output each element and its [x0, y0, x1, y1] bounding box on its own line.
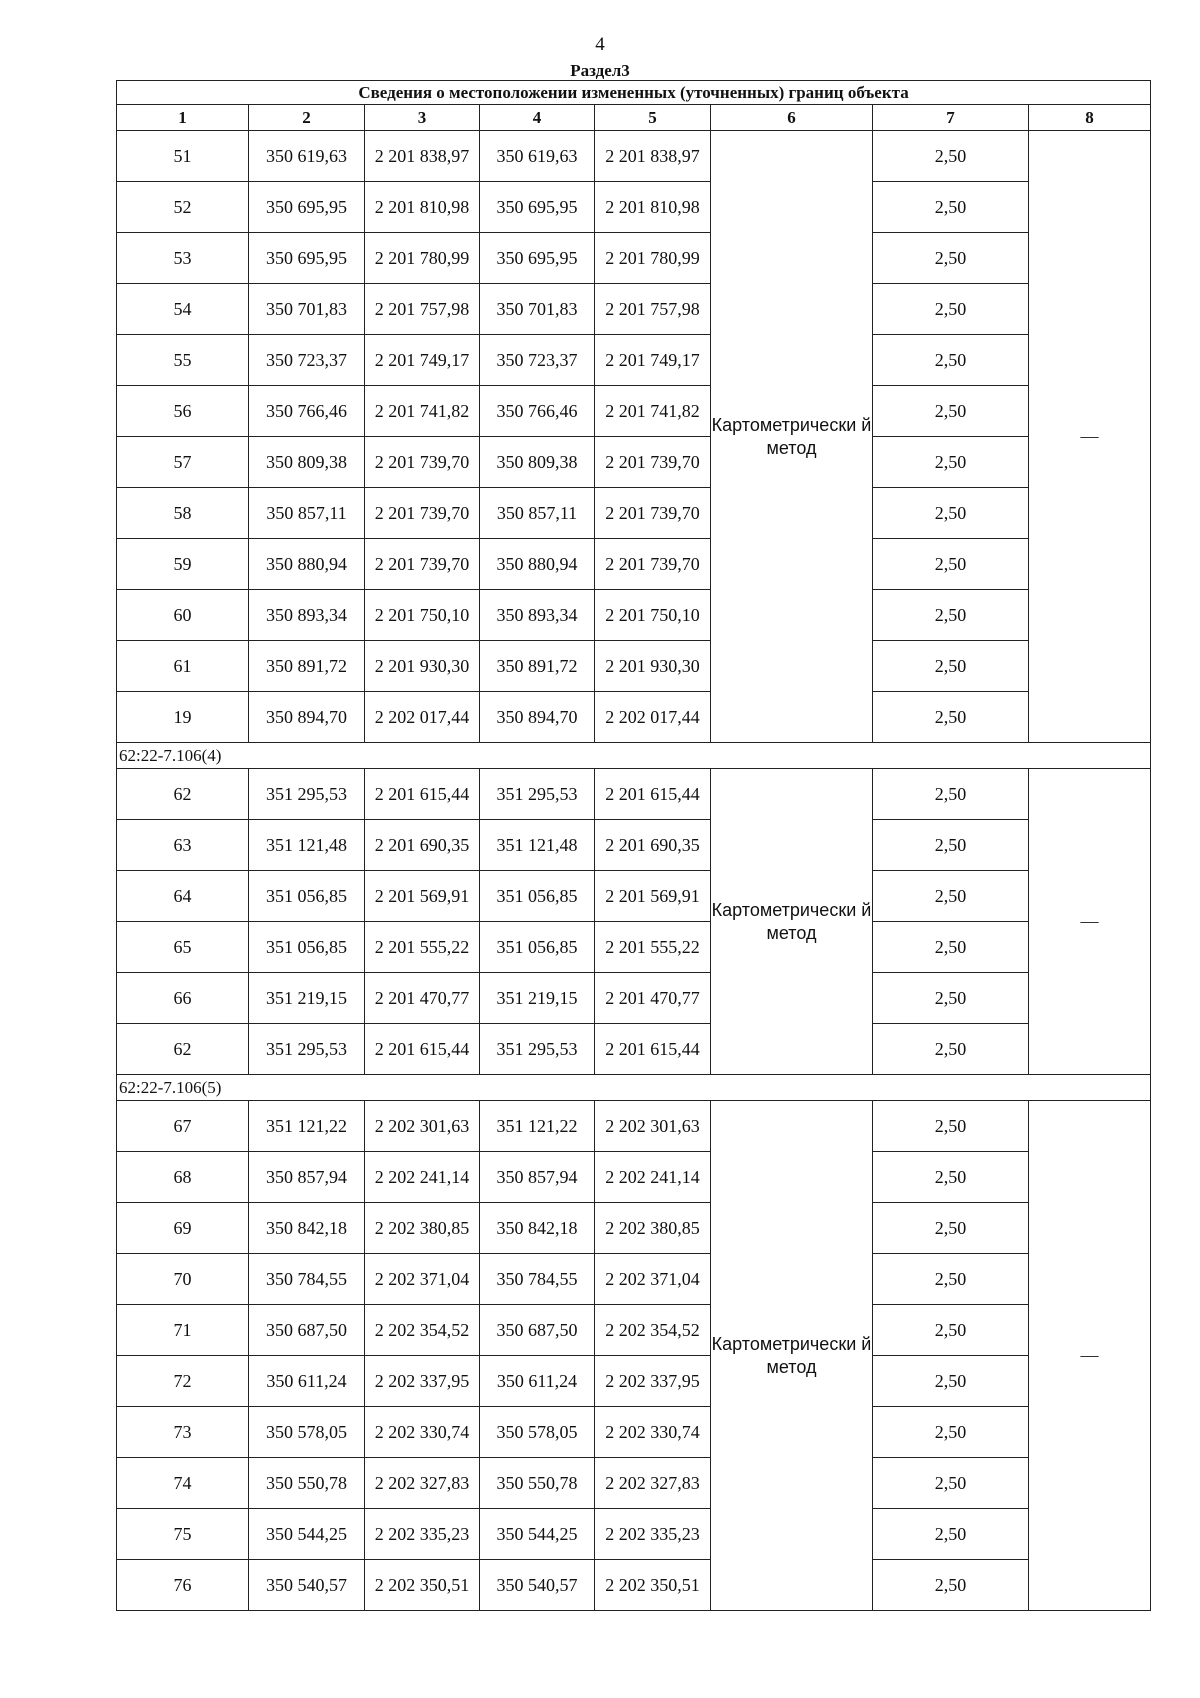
column-number: 3: [365, 105, 480, 131]
coord-y-new: 2 201 810,98: [595, 182, 711, 233]
coord-x-new: 350 550,78: [480, 1458, 595, 1509]
table-row: [117, 1101, 1151, 1152]
point-number: 59: [117, 539, 249, 590]
coord-x-new: 351 121,48: [480, 820, 595, 871]
coord-x-existing: 350 842,18: [249, 1203, 365, 1254]
coord-x-existing: 350 880,94: [249, 539, 365, 590]
accuracy-value: 2,50: [873, 1203, 1029, 1254]
coord-y-existing: 2 201 690,35: [365, 820, 480, 871]
coord-x-existing: 350 695,95: [249, 182, 365, 233]
coord-y-new: 2 202 337,95: [595, 1356, 711, 1407]
coord-y-existing: 2 201 749,17: [365, 335, 480, 386]
table-row: [117, 182, 1151, 233]
coord-y-new: 2 201 615,44: [595, 1024, 711, 1075]
coord-y-existing: 2 201 739,70: [365, 539, 480, 590]
coord-x-new: 350 766,46: [480, 386, 595, 437]
coord-x-existing: 350 809,38: [249, 437, 365, 488]
table-row: [117, 1024, 1151, 1075]
coord-y-new: 2 201 741,82: [595, 386, 711, 437]
table-row: [117, 590, 1151, 641]
accuracy-value: 2,50: [873, 1509, 1029, 1560]
point-number: 63: [117, 820, 249, 871]
coord-x-existing: 350 893,34: [249, 590, 365, 641]
column-number: 6: [711, 105, 873, 131]
coord-y-existing: 2 201 739,70: [365, 437, 480, 488]
accuracy-value: 2,50: [873, 1305, 1029, 1356]
coord-x-new: 350 809,38: [480, 437, 595, 488]
coord-x-existing: 351 219,15: [249, 973, 365, 1024]
table-row: [117, 641, 1151, 692]
coord-x-existing: 351 295,53: [249, 1024, 365, 1075]
accuracy-value: 2,50: [873, 973, 1029, 1024]
accuracy-value: 2,50: [873, 131, 1029, 182]
accuracy-value: 2,50: [873, 386, 1029, 437]
coord-y-new: 2 201 757,98: [595, 284, 711, 335]
point-number: 73: [117, 1407, 249, 1458]
coord-y-new: 2 201 750,10: [595, 590, 711, 641]
coord-x-existing: 350 891,72: [249, 641, 365, 692]
coord-y-new: 2 201 838,97: [595, 131, 711, 182]
column-number-row: [117, 105, 1151, 131]
point-number: 74: [117, 1458, 249, 1509]
dash-cell: —: [1029, 1101, 1151, 1611]
table-row: [117, 335, 1151, 386]
column-number: 2: [249, 105, 365, 131]
dash-cell: —: [1029, 131, 1151, 743]
coord-y-existing: 2 202 380,85: [365, 1203, 480, 1254]
coord-y-existing: 2 202 330,74: [365, 1407, 480, 1458]
accuracy-value: 2,50: [873, 922, 1029, 973]
point-number: 62: [117, 1024, 249, 1075]
accuracy-value: 2,50: [873, 1152, 1029, 1203]
table-row: [117, 1458, 1151, 1509]
coord-y-new: 2 201 615,44: [595, 769, 711, 820]
coord-y-new: 2 202 335,23: [595, 1509, 711, 1560]
accuracy-value: 2,50: [873, 1560, 1029, 1611]
coord-x-new: 350 784,55: [480, 1254, 595, 1305]
point-number: 66: [117, 973, 249, 1024]
coord-y-new: 2 202 017,44: [595, 692, 711, 743]
coord-x-existing: 350 701,83: [249, 284, 365, 335]
coord-y-existing: 2 201 741,82: [365, 386, 480, 437]
point-number: 67: [117, 1101, 249, 1152]
coord-y-existing: 2 201 757,98: [365, 284, 480, 335]
coord-x-existing: 350 766,46: [249, 386, 365, 437]
coord-y-new: 2 201 569,91: [595, 871, 711, 922]
coord-x-existing: 350 611,24: [249, 1356, 365, 1407]
coord-y-new: 2 202 301,63: [595, 1101, 711, 1152]
table-row: [117, 973, 1151, 1024]
accuracy-value: 2,50: [873, 769, 1029, 820]
coord-x-new: 350 857,11: [480, 488, 595, 539]
coord-x-new: 351 295,53: [480, 1024, 595, 1075]
point-number: 60: [117, 590, 249, 641]
column-number: 1: [117, 105, 249, 131]
point-number: 56: [117, 386, 249, 437]
coord-x-new: 351 056,85: [480, 871, 595, 922]
coord-x-existing: 350 578,05: [249, 1407, 365, 1458]
column-number: 4: [480, 105, 595, 131]
coord-x-existing: 351 056,85: [249, 922, 365, 973]
coord-y-existing: 2 201 750,10: [365, 590, 480, 641]
coord-y-new: 2 202 241,14: [595, 1152, 711, 1203]
coord-x-new: 350 880,94: [480, 539, 595, 590]
point-number: 71: [117, 1305, 249, 1356]
accuracy-value: 2,50: [873, 1101, 1029, 1152]
coord-y-existing: 2 201 930,30: [365, 641, 480, 692]
column-number: 8: [1029, 105, 1151, 131]
method-cell: Картометрически й метод: [711, 131, 873, 743]
page-number: 4: [595, 34, 605, 55]
table-title-row: [117, 81, 1151, 105]
coord-y-existing: 2 201 810,98: [365, 182, 480, 233]
table-title: Сведения о местоположении измененных (уточненных) границ объекта: [117, 81, 1151, 105]
point-number: 76: [117, 1560, 249, 1611]
accuracy-value: 2,50: [873, 488, 1029, 539]
accuracy-value: 2,50: [873, 1254, 1029, 1305]
coordinates-table: [116, 80, 1151, 1611]
coord-y-existing: 2 202 241,14: [365, 1152, 480, 1203]
group-label: 62:22-7.106(5): [117, 1075, 1151, 1101]
table-row: [117, 386, 1151, 437]
accuracy-value: 2,50: [873, 182, 1029, 233]
coord-x-existing: 350 544,25: [249, 1509, 365, 1560]
coord-x-new: 350 842,18: [480, 1203, 595, 1254]
coord-x-new: 350 857,94: [480, 1152, 595, 1203]
point-number: 68: [117, 1152, 249, 1203]
table-row: [117, 1356, 1151, 1407]
coord-y-new: 2 201 690,35: [595, 820, 711, 871]
coord-y-new: 2 201 739,70: [595, 539, 711, 590]
coord-x-existing: 350 540,57: [249, 1560, 365, 1611]
coord-x-existing: 350 784,55: [249, 1254, 365, 1305]
table-row: [117, 233, 1151, 284]
coord-y-existing: 2 201 739,70: [365, 488, 480, 539]
coord-x-new: 351 219,15: [480, 973, 595, 1024]
accuracy-value: 2,50: [873, 1024, 1029, 1075]
coord-y-existing: 2 201 780,99: [365, 233, 480, 284]
point-number: 61: [117, 641, 249, 692]
coord-x-existing: 350 894,70: [249, 692, 365, 743]
coord-x-existing: 350 695,95: [249, 233, 365, 284]
coord-y-new: 2 201 555,22: [595, 922, 711, 973]
coord-x-new: 350 695,95: [480, 182, 595, 233]
point-number: 52: [117, 182, 249, 233]
coord-y-existing: 2 202 017,44: [365, 692, 480, 743]
table-row: [117, 1305, 1151, 1356]
coord-y-new: 2 202 327,83: [595, 1458, 711, 1509]
accuracy-value: 2,50: [873, 1458, 1029, 1509]
table-row: [117, 284, 1151, 335]
coord-x-new: 350 893,34: [480, 590, 595, 641]
point-number: 51: [117, 131, 249, 182]
coord-y-existing: 2 202 327,83: [365, 1458, 480, 1509]
coord-x-existing: 351 121,48: [249, 820, 365, 871]
accuracy-value: 2,50: [873, 335, 1029, 386]
coord-y-new: 2 201 780,99: [595, 233, 711, 284]
coord-y-new: 2 201 930,30: [595, 641, 711, 692]
coord-y-existing: 2 202 335,23: [365, 1509, 480, 1560]
coord-x-new: 350 540,57: [480, 1560, 595, 1611]
table-row: [117, 820, 1151, 871]
coord-x-existing: 351 295,53: [249, 769, 365, 820]
coord-y-existing: 2 202 301,63: [365, 1101, 480, 1152]
point-number: 75: [117, 1509, 249, 1560]
table-row: [117, 1509, 1151, 1560]
coord-y-existing: 2 202 354,52: [365, 1305, 480, 1356]
coord-x-new: 350 611,24: [480, 1356, 595, 1407]
coord-y-new: 2 202 350,51: [595, 1560, 711, 1611]
coord-y-new: 2 201 470,77: [595, 973, 711, 1024]
coord-x-new: 350 619,63: [480, 131, 595, 182]
accuracy-value: 2,50: [873, 1356, 1029, 1407]
group-header-row: [117, 743, 1151, 769]
accuracy-value: 2,50: [873, 820, 1029, 871]
coord-x-new: 350 687,50: [480, 1305, 595, 1356]
coord-x-new: 351 295,53: [480, 769, 595, 820]
accuracy-value: 2,50: [873, 692, 1029, 743]
coord-y-new: 2 202 330,74: [595, 1407, 711, 1458]
column-number: 5: [595, 105, 711, 131]
coord-x-existing: 350 723,37: [249, 335, 365, 386]
accuracy-value: 2,50: [873, 284, 1029, 335]
coord-y-existing: 2 201 615,44: [365, 769, 480, 820]
point-number: 53: [117, 233, 249, 284]
table-row: [117, 1152, 1151, 1203]
coord-x-existing: 350 857,94: [249, 1152, 365, 1203]
accuracy-value: 2,50: [873, 539, 1029, 590]
accuracy-value: 2,50: [873, 641, 1029, 692]
coord-x-new: 350 578,05: [480, 1407, 595, 1458]
coord-x-new: 351 121,22: [480, 1101, 595, 1152]
point-number: 70: [117, 1254, 249, 1305]
group-header-row: [117, 1075, 1151, 1101]
coord-x-existing: 351 121,22: [249, 1101, 365, 1152]
group-label: 62:22-7.106(4): [117, 743, 1151, 769]
coord-y-existing: 2 201 615,44: [365, 1024, 480, 1075]
column-number: 7: [873, 105, 1029, 131]
coord-x-new: 350 695,95: [480, 233, 595, 284]
point-number: 58: [117, 488, 249, 539]
coord-x-existing: 350 857,11: [249, 488, 365, 539]
table-row: [117, 488, 1151, 539]
coord-y-existing: 2 202 337,95: [365, 1356, 480, 1407]
coord-y-new: 2 201 749,17: [595, 335, 711, 386]
coord-y-new: 2 201 739,70: [595, 488, 711, 539]
coord-x-new: 351 056,85: [480, 922, 595, 973]
dash-cell: —: [1029, 769, 1151, 1075]
coord-x-new: 350 544,25: [480, 1509, 595, 1560]
table-row: [117, 1203, 1151, 1254]
table-row: [117, 1560, 1151, 1611]
table-row: [117, 539, 1151, 590]
coord-x-existing: 351 056,85: [249, 871, 365, 922]
method-cell: Картометрически й метод: [711, 769, 873, 1075]
point-number: 69: [117, 1203, 249, 1254]
coord-x-existing: 350 619,63: [249, 131, 365, 182]
table-row: [117, 692, 1151, 743]
point-number: 62: [117, 769, 249, 820]
coord-y-existing: 2 201 555,22: [365, 922, 480, 973]
point-number: 57: [117, 437, 249, 488]
coord-x-new: 350 894,70: [480, 692, 595, 743]
coord-y-existing: 2 201 838,97: [365, 131, 480, 182]
coord-y-existing: 2 201 569,91: [365, 871, 480, 922]
table-row: [117, 1254, 1151, 1305]
coord-x-new: 350 891,72: [480, 641, 595, 692]
coord-y-existing: 2 201 470,77: [365, 973, 480, 1024]
method-cell: Картометрически й метод: [711, 1101, 873, 1611]
point-number: 65: [117, 922, 249, 973]
point-number: 64: [117, 871, 249, 922]
table-row: [117, 437, 1151, 488]
table-row: [117, 769, 1151, 820]
coord-y-new: 2 202 371,04: [595, 1254, 711, 1305]
coord-x-new: 350 723,37: [480, 335, 595, 386]
point-number: 55: [117, 335, 249, 386]
coord-y-existing: 2 202 371,04: [365, 1254, 480, 1305]
accuracy-value: 2,50: [873, 437, 1029, 488]
coord-y-new: 2 202 354,52: [595, 1305, 711, 1356]
coord-y-new: 2 201 739,70: [595, 437, 711, 488]
point-number: 19: [117, 692, 249, 743]
coord-x-existing: 350 687,50: [249, 1305, 365, 1356]
table-row: [117, 922, 1151, 973]
table-row: [117, 131, 1151, 182]
point-number: 54: [117, 284, 249, 335]
coord-x-new: 350 701,83: [480, 284, 595, 335]
table-row: [117, 1407, 1151, 1458]
coord-y-new: 2 202 380,85: [595, 1203, 711, 1254]
accuracy-value: 2,50: [873, 590, 1029, 641]
accuracy-value: 2,50: [873, 233, 1029, 284]
coord-x-existing: 350 550,78: [249, 1458, 365, 1509]
table-row: [117, 871, 1151, 922]
point-number: 72: [117, 1356, 249, 1407]
coord-y-existing: 2 202 350,51: [365, 1560, 480, 1611]
accuracy-value: 2,50: [873, 1407, 1029, 1458]
section-title: Раздел3: [570, 61, 630, 80]
accuracy-value: 2,50: [873, 871, 1029, 922]
